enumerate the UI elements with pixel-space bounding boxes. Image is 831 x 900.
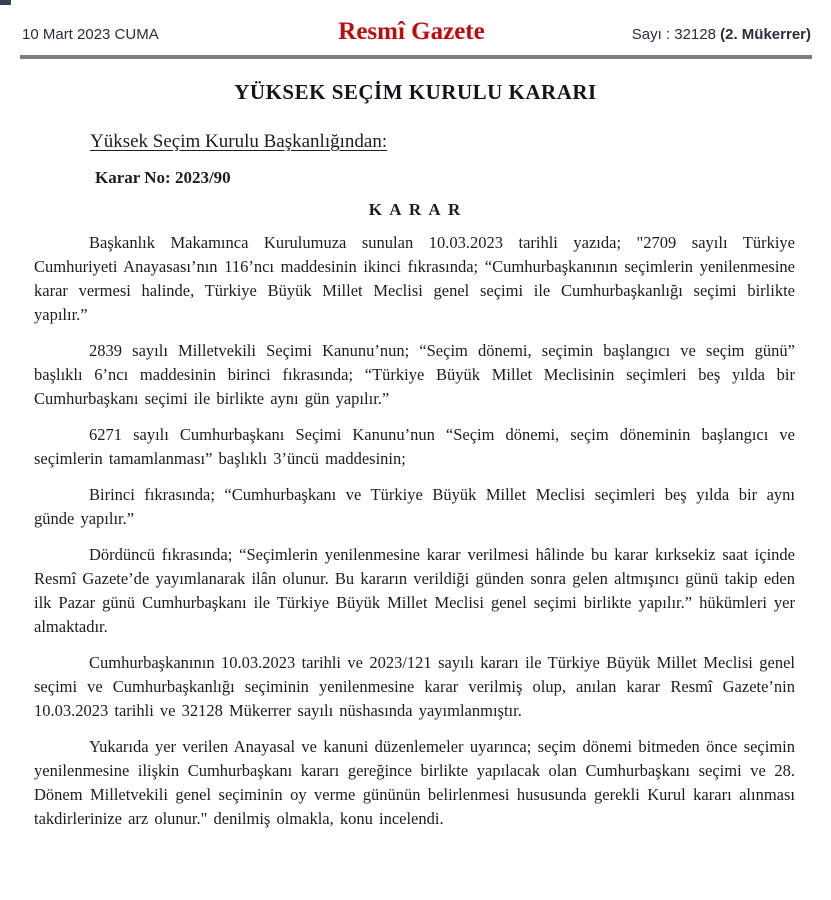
paragraph: Birinci fıkrasında; “Cumhurbaşkanı ve Türkiye Büyük Millet Meclisi seçimleri beş yılda bir aynı günde yapılır.” [34, 485, 795, 528]
gazette-header [0, 0, 831, 46]
paragraph: Cumhurbaşkanının 10.03.2023 tarihli ve 2023/121 sayılı kararı ile Türkiye Büyük Millet Meclisi genel seçimi ve Cumhurbaşkanlığı seçiminin yenilenmesine karar verilmiş olup, anılan karar Resmî Gazete’nin 10.03.2023 tarihli ve 32128 Mükerrer sayılı nüshasında yayımlanmıştır. [34, 653, 795, 720]
paragraph: Başkanlık Makamınca Kurulumuza sunulan 10.03.2023 tarihli yazıda; "2709 sayılı Türkiye Cumhuriyeti Anayasası’nın 116’ncı maddesinin ikinci fıkrasında; “Cumhurbaşkanının seçimlerin yenilenmesine karar vermesi halinde, Türkiye Büyük Millet Meclisi genel seçimi ile Cumhurbaşkanlığı seçimi birlikte yapılır.” [34, 233, 795, 324]
paragraph: 2839 sayılı Milletvekili Seçimi Kanunu’nun; “Seçim dönemi, seçimin başlangıcı ve seçim günü” başlıklı 6’ncı maddesinin birinci fıkrasında; “Türkiye Büyük Millet Meclisinin seçimleri beş yılda bir Cumhurbaşkanı seçimi ile birlikte aynı gün yapılır.” [34, 341, 795, 408]
decision-number: Karar No: 2023/90 [95, 168, 231, 187]
paragraph: Dördüncü fıkrasında; “Seçimlerin yenilenmesine karar verilmesi hâlinde bu karar kırksekiz saat içinde Resmî Gazete’de yayımlanarak ilân olunur. Bu kararın verildiği günden sonra gelen altmışıncı günü takip eden ilk Pazar günü Cumhurbaşkanı ile Türkiye Büyük Millet Meclisi genel seçimi birlikte yapılır.” hükümleri yer almaktadır. [34, 545, 795, 636]
main-title: YÜKSEK SEÇİM KURULU KARARI [234, 80, 597, 104]
gazette-title: Resmî Gazete [338, 18, 485, 45]
paragraph: Yukarıda yer verilen Anayasal ve kanuni düzenlemeler uyarınca; seçim dönemi bitmeden önce seçimin yenilenmesine ilişkin Cumhurbaşkanı kararı gereğince birlikte yapılacak olan Cumhurbaşkanı seçimi ve 28. Dönem Milletvekili genel seçiminin oy verme gününün belirlenmesi hususunda gerekli Kurul kararı alınması takdirlerinize arz olunur." denilmiş olmakla, konu incelendi. [34, 737, 795, 828]
scan-corner-artifact [0, 0, 11, 5]
paragraph: 6271 sayılı Cumhurbaşkanı Seçimi Kanunu’nun “Seçim dönemi, seçim döneminin başlangıcı ve seçimlerin tamamlanması” başlıklı 3’üncü maddesinin; [34, 425, 795, 468]
header-rule [20, 55, 812, 59]
issue-prefix: Sayı : 32128 [631, 26, 721, 43]
issue-emphasis: (2. Mükerrer) [720, 26, 811, 43]
authority-line: Yüksek Seçim Kurulu Başkanlığından: [90, 131, 388, 152]
issue-number [571, 26, 811, 43]
decision-heading: K A R A R [368, 200, 463, 219]
header-date: 10 Mart 2023 CUMA [22, 26, 159, 43]
document-body [34, 231, 795, 831]
